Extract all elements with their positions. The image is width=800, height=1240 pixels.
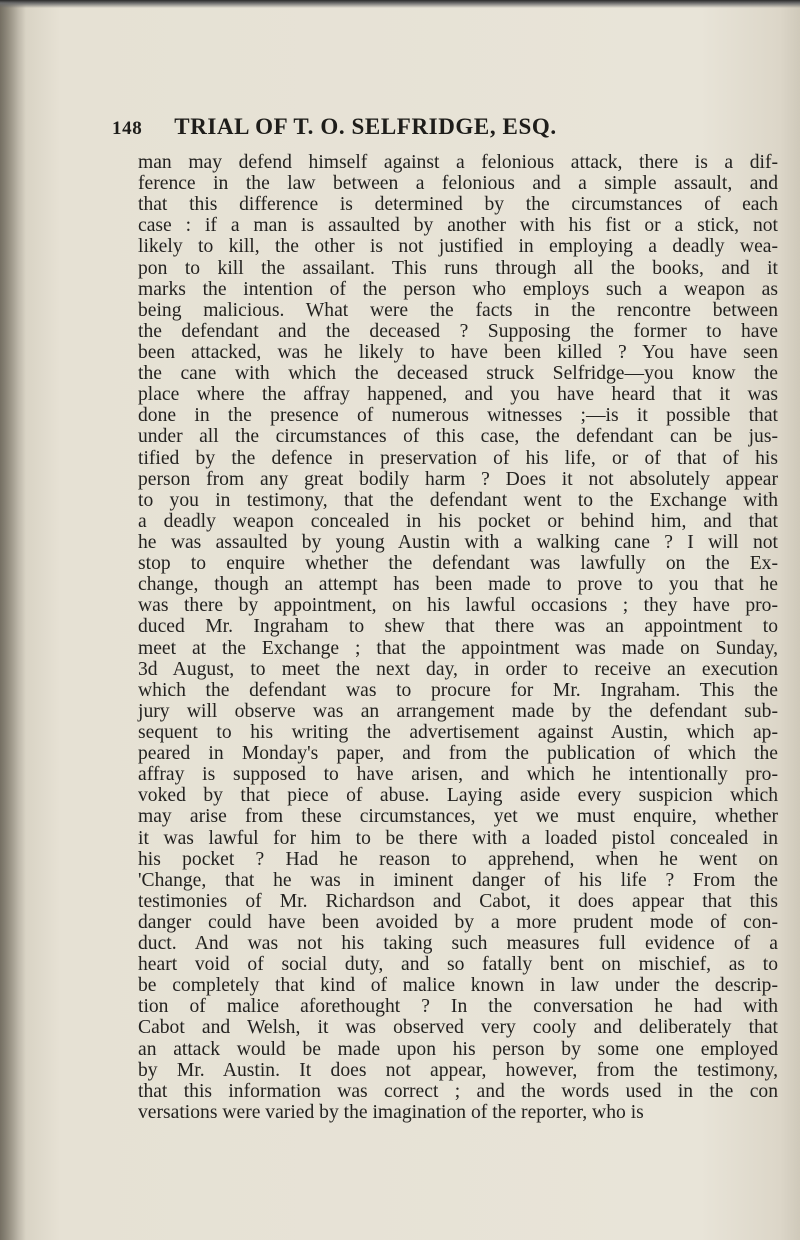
- text-line: peared in Monday's paper, and from the publication of which the: [138, 743, 778, 765]
- page-number: 148: [112, 118, 143, 139]
- text-line: by Mr. Austin. It does not appear, however, from the testimony,: [138, 1059, 778, 1081]
- text-line: tion of malice aforethought ? In the conversation he had with: [138, 996, 778, 1018]
- text-line: ference in the law between a felonious and a simple assault, and: [138, 173, 778, 195]
- text-line: 'Change, that he was in iminent danger of his life ? From the: [138, 869, 778, 891]
- text-line: done in the presence of numerous witnesses ;—is it possible that: [138, 405, 778, 427]
- text-line: being malicious. What were the facts in the rencontre between: [138, 299, 778, 321]
- page-title: TRIAL OF T. O. SELFRIDGE, ESQ.: [174, 114, 557, 139]
- text-line: danger could have been avoided by a more prudent mode of con-: [138, 911, 778, 933]
- text-line: pon to kill the assailant. This runs through all the books, and it: [138, 257, 778, 279]
- text-line: he was assaulted by young Austin with a walking cane ? I will not: [138, 531, 778, 553]
- text-line: voked by that piece of abuse. Laying aside every suspicion which: [138, 785, 778, 807]
- text-line: person from any great bodily harm ? Does it not absolutely appear: [138, 468, 778, 490]
- text-line: duced Mr. Ingraham to shew that there was an appointment to: [138, 616, 778, 638]
- text-line: under all the circumstances of this case, the defendant can be jus-: [138, 426, 778, 448]
- page-top-edge: [0, 0, 800, 8]
- text-line: tified by the defence in preservation of his life, or of that of his: [138, 447, 778, 469]
- text-line: affray is supposed to have arisen, and which he intentionally pro-: [138, 764, 778, 786]
- text-line: jury will observe was an arrangement made by the defendant sub-: [138, 700, 778, 722]
- text-line: be completely that kind of malice known in law under the descrip-: [138, 975, 778, 997]
- text-line: Cabot and Welsh, it was observed very cooly and deliberately that: [138, 1017, 778, 1039]
- text-line: it was lawful for him to be there with a loaded pistol concealed in: [138, 827, 778, 849]
- text-line: that this information was correct ; and the words used in the con: [138, 1080, 778, 1102]
- text-line: the cane with which the deceased struck Selfridge—you know the: [138, 363, 778, 385]
- text-line: marks the intention of the person who employs such a weapon as: [138, 278, 778, 300]
- text-line: may arise from these circumstances, yet we must enquire, whether: [138, 806, 778, 828]
- text-line: versations were varied by the imagination of the reporter, who is: [138, 1101, 644, 1123]
- text-line: heart void of social duty, and so fatally bent on mischief, as to: [138, 954, 778, 976]
- text-line: to you in testimony, that the defendant went to the Exchange with: [138, 489, 778, 511]
- text-line: stop to enquire whether the defendant was lawfully on the Ex-: [138, 553, 778, 575]
- text-line: which the defendant was to procure for Mr. Ingraham. This the: [138, 679, 778, 701]
- text-line: a deadly weapon concealed in his pocket or behind him, and that: [138, 510, 778, 532]
- text-line: the defendant and the deceased ? Supposing the former to have: [138, 320, 778, 342]
- text-line: duct. And was not his taking such measures full evidence of a: [138, 933, 778, 955]
- text-line: likely to kill, the other is not justified in employing a deadly wea-: [138, 236, 778, 258]
- binding-shadow: [0, 0, 26, 1240]
- running-header: [112, 114, 672, 144]
- text-line: an attack would be made upon his person by some one employed: [138, 1038, 778, 1060]
- text-line: place where the affray happened, and you have heard that it was: [138, 384, 778, 406]
- text-line: 3d August, to meet the next day, in order to receive an execution: [138, 658, 778, 680]
- text-line: was there by appointment, on his lawful occasions ; they have pro-: [138, 595, 778, 617]
- text-line: that this difference is determined by the circumstances of each: [138, 194, 778, 216]
- text-line: meet at the Exchange ; that the appointment was made on Sunday,: [138, 637, 778, 659]
- text-line: been attacked, was he likely to have been killed ? You have seen: [138, 341, 778, 363]
- text-line: his pocket ? Had he reason to apprehend, when he went on: [138, 848, 778, 870]
- text-line: man may defend himself against a felonious attack, there is a dif-: [138, 152, 778, 173]
- text-line: testimonies of Mr. Richardson and Cabot, it does appear that this: [138, 890, 778, 912]
- body-text: [138, 152, 778, 1123]
- text-line: case : if a man is assaulted by another with his fist or a stick, not: [138, 215, 778, 237]
- text-line: change, though an attempt has been made to prove to you that he: [138, 574, 778, 596]
- text-line: sequent to his writing the advertisement against Austin, which ap-: [138, 721, 778, 743]
